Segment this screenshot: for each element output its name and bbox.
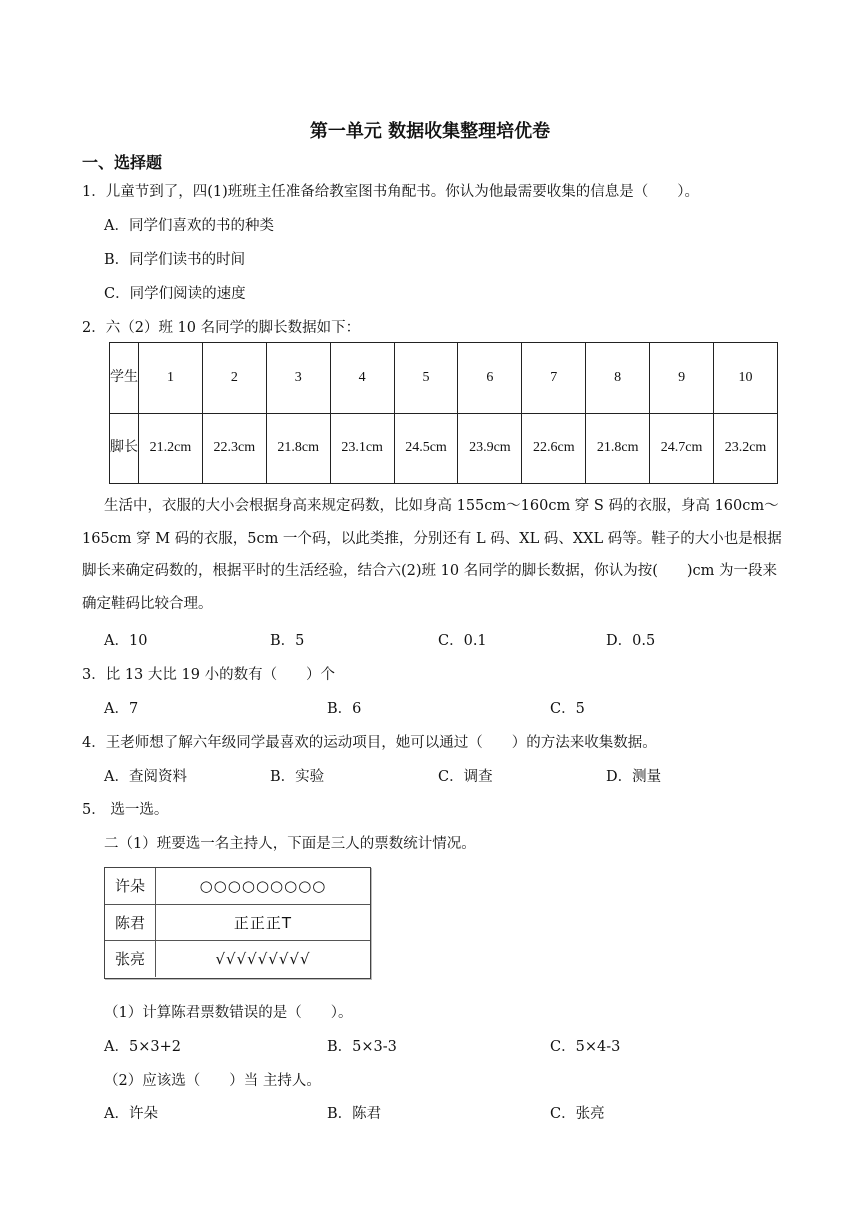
question-4-option-d: D．测量: [606, 769, 662, 785]
table-cell: 22.6cm: [522, 413, 586, 484]
foot-length-table: [109, 342, 778, 484]
section-heading: 一、选择题: [82, 153, 163, 172]
table-cell: 23.1cm: [330, 413, 394, 484]
table-row-lengths: [110, 413, 778, 484]
table-header-foot-length: 脚长: [110, 413, 139, 484]
question-2-option-b: B．5: [270, 633, 305, 649]
question-5-sub1-option-c: C．5×4-3: [550, 1039, 621, 1055]
page-title: 第一单元 数据收集整理培优卷: [309, 121, 551, 142]
question-2-paragraph: 生活中，衣服的大小会根据身高来规定码数，比如身高 155cm～160cm 穿 S 码的衣服，身高 160cm～165cm 穿 M 码的衣服，5cm 一个码，以此类推，分别还有 L 码、XL 码、XXL 码等。鞋子的大小也是根据脚长来确定码数的，根据平时的生活经验，结合六(2)班 10 名同学的脚长数据，你认为按( )cm 为一段来确定鞋码比较合理。: [82, 498, 782, 612]
question-5-sub2-option-a: A．许朵: [104, 1106, 158, 1122]
table-cell: 22.3cm: [202, 413, 266, 484]
table-cell: 8: [586, 343, 650, 414]
question-4-stem: 4．王老师想了解六年级同学最喜欢的运动项目，她可以通过（ ）的方法来收集数据。: [82, 735, 657, 751]
question-5-intro: 二（1）班要选一名主持人，下面是三人的票数统计情况。: [104, 836, 476, 852]
table-cell: 3: [266, 343, 330, 414]
vote-marks: 正正正T: [233, 914, 293, 932]
question-2-option-d: D．0.5: [606, 633, 656, 649]
table-cell: 4: [330, 343, 394, 414]
table-cell: 21.8cm: [266, 413, 330, 484]
vote-row: [105, 904, 370, 941]
vote-marks: √√√√√√√√√: [215, 950, 311, 968]
table-cell: 2: [202, 343, 266, 414]
table-cell: 24.7cm: [650, 413, 714, 484]
question-3-option-b: B．6: [327, 701, 362, 717]
table-cell: 23.2cm: [714, 413, 778, 484]
question-3-option-c: C．5: [550, 701, 585, 717]
question-2-stem: 2．六（2）班 10 名同学的脚长数据如下：: [82, 320, 361, 336]
candidate-name: 张亮: [105, 941, 156, 977]
table-cell: 6: [458, 343, 522, 414]
question-5-sub2-option-c: C．张亮: [550, 1106, 605, 1122]
question-1-option-a: A．同学们喜欢的书的种类: [104, 218, 274, 234]
question-1-option-b: B．同学们读书的时间: [104, 252, 246, 268]
question-1-option-c: C．同学们阅读的速度: [104, 286, 246, 302]
table-cell: 9: [650, 343, 714, 414]
table-cell: 5: [394, 343, 458, 414]
table-cell: 7: [522, 343, 586, 414]
question-2-option-c: C．0.1: [438, 633, 487, 649]
question-4-option-c: C．调查: [438, 769, 493, 785]
table-cell: 23.9cm: [458, 413, 522, 484]
question-2-option-a: A．10: [104, 633, 148, 649]
question-5-sub1-stem: （1）计算陈君票数错误的是（ ）。: [104, 1005, 353, 1021]
question-4-option-a: A．查阅资料: [104, 769, 187, 785]
question-5-sub2-stem: （2）应该选（ ）当 主持人。: [104, 1073, 321, 1089]
question-1-stem: 1．儿童节到了，四(1)班班主任准备给教室图书角配书。你认为他最需要收集的信息是（ ）。: [82, 184, 700, 200]
table-cell: 21.2cm: [139, 413, 203, 484]
question-5-stem: 5． 选一选。: [82, 802, 169, 818]
question-5-sub1-option-b: B．5×3-3: [327, 1039, 397, 1055]
table-cell: 10: [714, 343, 778, 414]
table-header-student: 学生: [110, 343, 139, 414]
vote-marks: ○○○○○○○○○: [199, 877, 327, 895]
table-cell: 24.5cm: [394, 413, 458, 484]
question-5-sub1-option-a: A．5×3+2: [104, 1039, 181, 1055]
table-cell: 21.8cm: [586, 413, 650, 484]
question-3-stem: 3．比 13 大比 19 小的数有（ ）个: [82, 667, 336, 683]
question-5-sub2-option-b: B．陈君: [327, 1106, 382, 1122]
candidate-name: 陈君: [105, 905, 156, 941]
question-4-option-b: B．实验: [270, 769, 325, 785]
table-cell: 1: [139, 343, 203, 414]
vote-row: [105, 940, 370, 977]
vote-tally-figure: [104, 867, 371, 979]
question-3-option-a: A．7: [104, 701, 139, 717]
table-row-students: [110, 343, 778, 414]
candidate-name: 许朵: [105, 868, 156, 904]
vote-row: [105, 868, 370, 904]
